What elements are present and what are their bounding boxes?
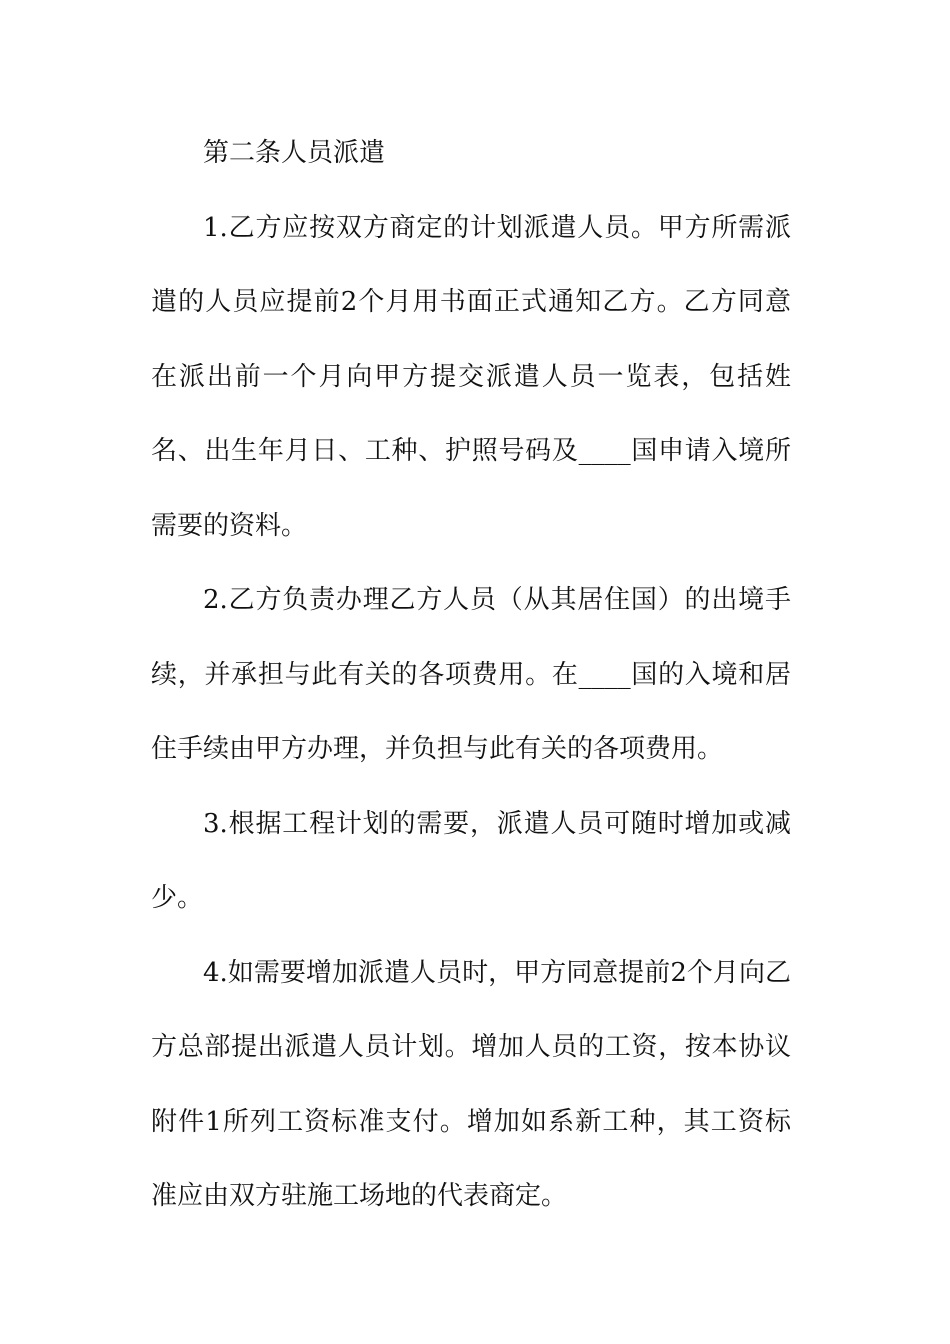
document-body bbox=[151, 116, 791, 1234]
paragraph-2: 2.乙方负责办理乙方人员（从其居住国）的出境手续，并承担与此有关的各项费用。在____国的入境和居住手续由甲方办理，并负担与此有关的各项费用。 bbox=[151, 585, 791, 764]
paragraph-4: 4.如需要增加派遣人员时，甲方同意提前2个月向乙方总部提出派遣人员计划。增加人员的工资，按本协议附件1所列工资标准支付。增加如系新工种，其工资标准应由双方驻施工场地的代表商定。 bbox=[151, 957, 791, 1211]
paragraph-1: 1.乙方应按双方商定的计划派遣人员。甲方所需派遣的人员应提前2个月用书面正式通知乙方。乙方同意在派出前一个月向甲方提交派遣人员一览表，包括姓名、出生年月日、工种、护照号码及____国申请入境所需要的资料。 bbox=[151, 212, 791, 541]
section-heading: 第二条人员派遣 bbox=[203, 138, 386, 168]
paragraph-3: 3.根据工程计划的需要，派遣人员可随时增加或减少。 bbox=[151, 808, 791, 913]
